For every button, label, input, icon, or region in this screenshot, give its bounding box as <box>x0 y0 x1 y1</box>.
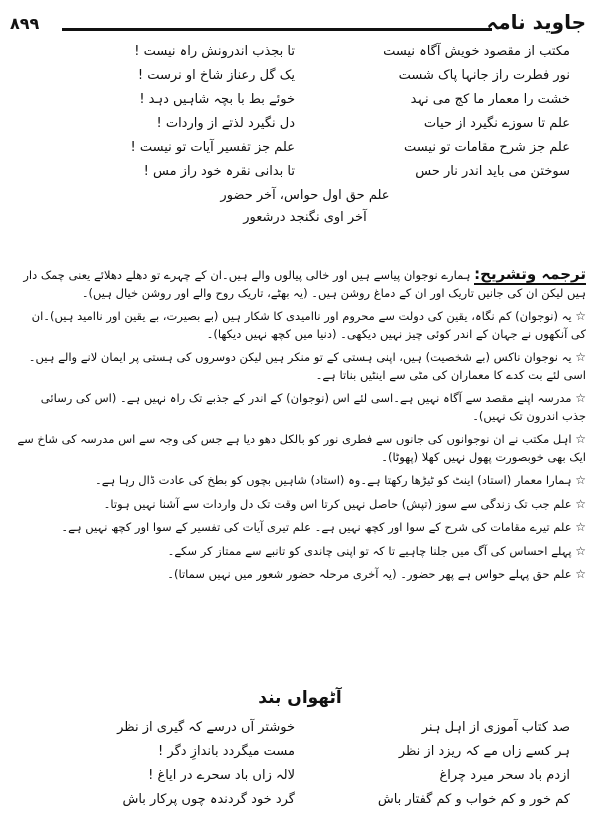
verse-line <box>40 44 570 68</box>
verse-line <box>40 68 570 92</box>
paragraph-text: مدرسہ اپنے مقصد سے آگاہ نہیں ہے۔اسی لئے اس (نوجوان) کے اندر کے جذبے تک راہ نہیں ہے۔ (اس کی رسائی جذب اندرون تک نہیں)۔ <box>40 391 586 423</box>
verse-hemistich-right: علم تا سوزے نگیرد از حیات <box>423 116 570 131</box>
star-icon: ☆ <box>575 543 586 558</box>
center-line: آخر اوی نگنجد درشعور <box>243 210 367 225</box>
paragraph <box>14 266 586 302</box>
paragraph <box>14 519 586 537</box>
verse-line <box>40 720 570 744</box>
book-title: جاوید نامہ <box>486 10 586 34</box>
paragraph <box>14 349 586 384</box>
verse-hemistich-right: صد کتاب آموزی از اہل ہنر <box>421 720 570 735</box>
page-number: ۸۹۹ <box>10 14 40 33</box>
verse-hemistich-right: خشت را معمار ما کج می نہد <box>410 92 570 107</box>
paragraph-text: ہمارا معمار (استاد) اینٹ کو ٹیڑھا رکھتا ہے۔وہ (استاد) شاہیں بچوں کو بطخ کی عادت ڈال رہا ہے۔ <box>94 473 572 487</box>
paragraph <box>14 472 586 490</box>
verse-line <box>40 92 570 116</box>
verses-top <box>40 44 570 232</box>
paragraph-text: علم جب تک زندگی سے سوز (تپش) حاصل نہیں کرتا اس وقت تک دل واردات سے آشنا نہیں ہوتا۔ <box>103 496 572 511</box>
verse-hemistich-left: دل نگیرد لذتے از واردات ! <box>156 116 295 131</box>
verse-hemistich-right: کم خور و کم خواب و کم گفتار باش <box>377 792 570 807</box>
star-icon: ☆ <box>575 309 586 323</box>
star-icon: ☆ <box>575 567 586 581</box>
paragraph <box>14 390 586 425</box>
paragraph-text: علم تیرے مقامات کی شرح کے سوا اور کچھ نہیں ہے۔ علم تیری آیات کی تفسیر کے سوا اور کچھ نہیں ہے۔ <box>61 520 572 534</box>
verse-line <box>40 744 570 768</box>
verse-hemistich-left: تا بجذب اندرونش راہ نیست ! <box>134 44 295 59</box>
star-icon: ☆ <box>575 496 586 511</box>
paragraph-text: پہلے احساس کی آگ میں جلنا چاہیے تا کہ تو اپنی چاندی کو تانبے سے ممتاز کر سکے۔ <box>167 543 572 558</box>
star-icon: ☆ <box>575 520 586 534</box>
paragraph <box>14 566 586 584</box>
star-icon: ☆ <box>575 432 586 446</box>
verse-hemistich-left: یک گل رعناز شاخ او نرست ! <box>137 68 295 83</box>
verse-hemistich-left: گرد خود گردندہ چوں پرکار باش <box>122 792 295 807</box>
verse-hemistich-right: ہر کسے زاں مے کہ ریزد از نظر <box>398 744 570 759</box>
verse-hemistich-right: علم جز شرح مقامات تو نیست <box>404 140 570 155</box>
verse-hemistich-left: علم جز تفسیر آیات تو نیست ! <box>130 140 295 155</box>
verse-hemistich-right: مکتب از مقصود خویش آگاہ نیست <box>383 44 570 59</box>
paragraph <box>14 496 586 514</box>
paragraph-text: ہمارے نوجوان پیاسے ہیں اور خالی پیالوں والے ہیں۔ان کے چہرے تو دھلے دھلائے یعنی چمک دار ہیں لیکن ان کی جانیں تاریک اور ان کے دماغ روشن ہیں۔ (یہ بھٹے، تاریک روح والے اور روشن خیال ہیں)۔ <box>23 268 586 300</box>
verse-hemistich-right: سوختن می باید اندر نار حس <box>415 164 570 179</box>
verse-hemistich-left: تا بدانی نقرہ خود راز مس ! <box>143 164 295 179</box>
paragraph-text: یہ (نوجوان) کم نگاہ، یقین کی دولت سے محروم اور ناامیدی کا شکار ہیں (بے بصیرت، بے یقین اور ناامید ہیں)۔ان کی آنکھوں نے جہان کے اندر کوئی چیز نہیں دیکھی۔ (دنیا میں کچھ نہیں دیکھا)۔ <box>31 309 586 341</box>
verse-hemistich-left: مست میگردد باندازِ دگر ! <box>158 744 295 759</box>
star-icon: ☆ <box>575 391 586 405</box>
paragraph-text: علم حق پہلے حواس ہے پھر حضور۔ (یہ آخری مرحلہ حضور شعور میں نہیں سماتا)۔ <box>167 567 572 581</box>
center-line: علم حق اول حواس، آخر حضور <box>220 188 390 203</box>
verse-line <box>40 140 570 164</box>
page-header <box>0 8 600 38</box>
star-icon: ☆ <box>575 350 586 364</box>
paragraph-text: یہ نوجوان ناکس (بے شخصیت) ہیں، اپنی ہستی کے تو منکر ہیں لیکن دوسروں کی ہستی پر ایمان لانے والے ہیں۔اسی لئے بت کدے کا معماران کی مٹی سے اینٹیں بناتا ہے۔ <box>28 350 586 382</box>
verse-hemistich-right: ازدم باد سحر میرد چراغ <box>439 768 570 783</box>
paragraph <box>14 431 586 466</box>
paragraph-text: اہل مکتب نے ان نوجوانوں کی جانوں سے فطری نور کو بالکل دھو دیا ہے جس کی وجہ سے اس مدرسہ کی شاخ سے ایک بھی خوبصورت پھول نہیں کھلا (پھوٹا)۔ <box>17 432 586 464</box>
verse-hemistich-left: خوئے بط با بچہ شاہیں دہد ! <box>139 92 295 107</box>
verses-bottom <box>40 720 570 816</box>
paragraph <box>14 308 586 343</box>
verse-hemistich-left: خوشتر آں درسے کہ گیری از نظر <box>117 720 295 735</box>
verse-line <box>40 164 570 188</box>
verse-line <box>40 792 570 816</box>
commentary-section <box>14 266 586 590</box>
paragraph <box>14 543 586 561</box>
verse-hemistich-left: لالہ زاں باد سحرے در ایاغ ! <box>148 768 295 783</box>
verse-line <box>40 768 570 792</box>
verse-hemistich-right: نور فطرت راز جانہا پاک شست <box>398 68 570 83</box>
header-rule <box>62 28 492 31</box>
subheading: آٹھواں بند <box>258 688 342 708</box>
section-title: ترجمہ وتشریح: <box>474 265 586 283</box>
star-icon: ☆ <box>575 473 586 487</box>
verse-line <box>40 116 570 140</box>
